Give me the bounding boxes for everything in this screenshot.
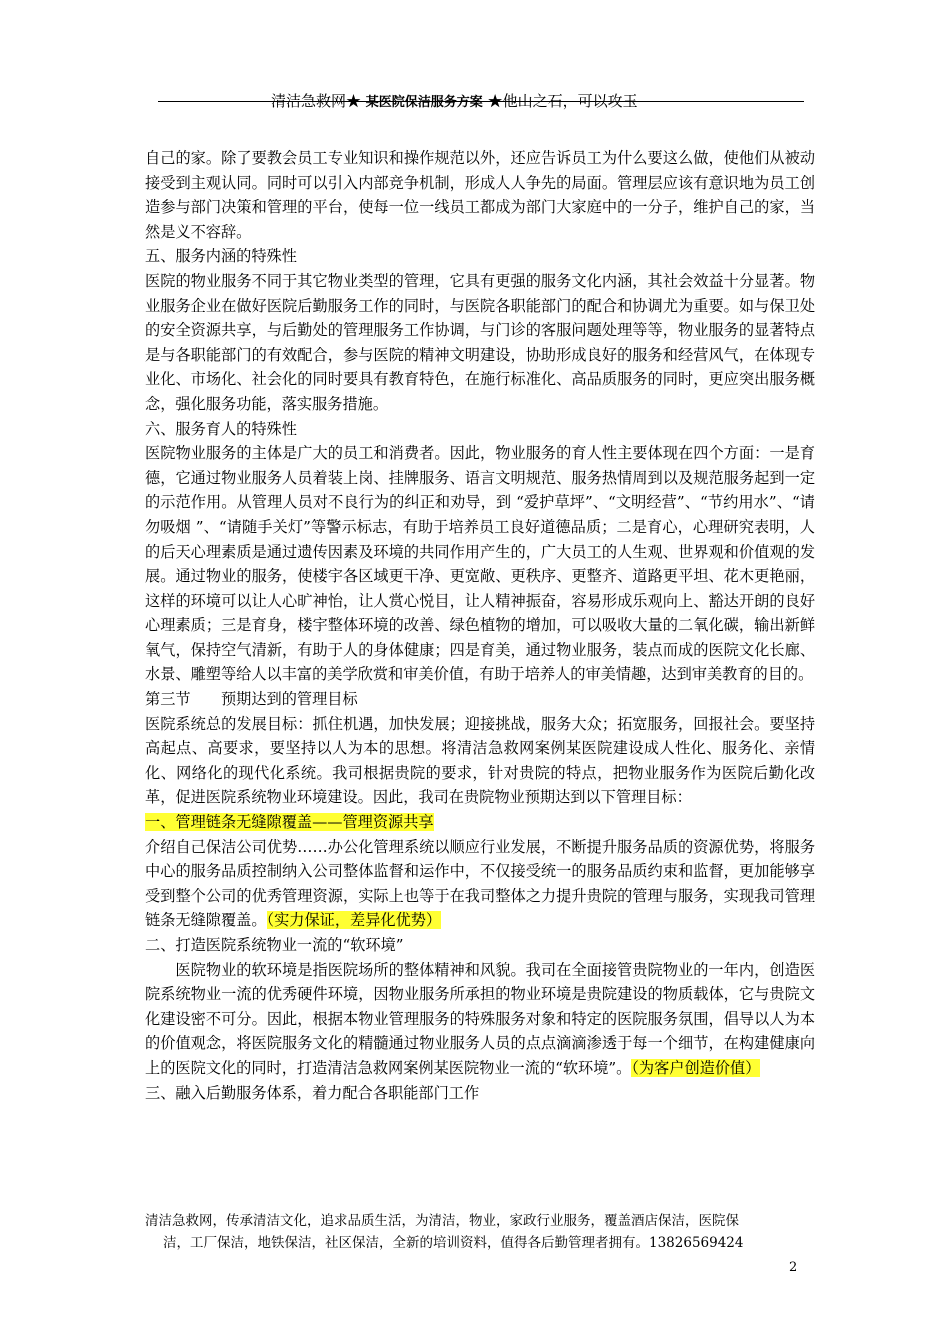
paragraph [145,835,815,933]
paragraph [145,958,815,1081]
header-text [271,90,638,114]
paragraph: 自己的家。除了要教会员工专业知识和操作规范以外，还应告诉员工为什么要这么做，使他们从被动接受到主观认同。同时可以引入内部竞争机制，形成人人争先的局面。管理层应该有意识地为员工创造参与部门决策和管理的平台，使每一位一线员工都成为部门大家庭中的一分子，维护自己的家，当然是义不容辞。 [145,149,815,241]
paragraph: 医院系统总的发展目标：抓住机遇，加快发展；迎接挑战，服务大众；拓宽服务，回报社会。要坚持高起点、高要求，要坚持以人为本的思想。将清洁急救网案例某医院建设成人性化、服务化、亲情化、网络化的现代化系统。我司根据贵院的要求，针对贵院的特点，把物业服务作为医院后勤化改革，促进医院系统物业环境建设。因此，我司在贵院物业预期达到以下管理目标： [145,714,815,807]
header-site: 清洁急救网★ [271,92,362,110]
footer-line-2: 洁，工厂保洁，地铁保洁，社区保洁，全新的培训资料，值得各后勤管理者拥有。13826569424 [163,1235,744,1251]
paragraph: 医院物业服务的主体是广大的员工和消费者。因此，物业服务的育人性主要体现在四个方面：一是育德，它通过物业服务人员着装上岗、挂牌服务、语言文明规范、服务热情周到以及规范服务起到一定的示范作用。从管理人员对不良行为的纠正和劝导，到 “爱护草坪”、“文明经营”、“节约用水”、“请勿吸烟 ”、“请随手关灯”等警示标志，有助于培养员工良好道德品质；二是育心，心理研究表明，人的后天心理素质是通过遗传因素及环境的共同作用产生的，广大员工的人生观、世界观和价值观的发展。通过物业的服务，使楼宇各区域更干净、更宽敞、更秩序、更整齐、道路更平坦、花木更艳丽，这样的环境可以让人心旷神怡，让人赏心悦目，让人精神振奋，容易形成乐观向上、豁达开朗的良好心理素质；三是育身，楼宇整体环境的改善、绿色植物的增加，可以吸收大量的二氧化碳，输出新鲜氧气，保持空气清新，有助于人的身体健康；四是育美，通过物业服务，装点而成的医院文化长廊、水景、雕塑等给人以丰富的美学欣赏和审美价值，有助于培养人的审美情趣，达到审美教育的目的。 [145,444,815,684]
goal-heading-2: 二、打造医院系统物业一流的“软环境” [145,936,404,954]
section-heading-6: 六、服务育人的特殊性 [145,419,297,438]
header-title: 某医院保洁服务方案 [365,95,483,110]
section-heading-5: 五、服务内涵的特殊性 [145,247,297,266]
page-header [158,90,804,116]
header-motto: ★他山之石，可以攻玉 [487,92,638,110]
footer-line-1: 清洁急救网，传承清洁文化，追求品质生活，为清洁，物业，家政行业服务，覆盖酒店保洁，医院保 [145,1213,739,1229]
goal-heading-3: 三、融入后勤服务体系，着力配合各职能部门工作 [145,1083,480,1102]
document-body [145,146,815,1105]
paragraph-text: 医院物业的软环境是指医院场所的整体精神和风貌。我司在全面接管贵院物业的一年内，创造医院系统物业一流的优秀硬件环境，因物业服务所承担的物业环境是贵院建设的物质载体，它与贵院文化建设密不可分。因此，根据本物业管理服务的特殊服务对象和特定的医院服务氛围，倡导以人为本的价值观念，将医院服务文化的精髓通过物业服务人员的点点滴滴渗透于每一个细节，在构建健康向上的医院文化的同时，打造清洁急救网案例某医院物业一流的“软环境”。 [145,960,815,1077]
paragraph-text: 介绍自己保洁公司优势……办公化管理系统以顺应行业发展，不断提升服务品质的资源优势，将服务中心的服务品质控制纳入公司整体监督和运作中，不仅接受统一的服务品质约束和监督，更加能够享受到整个公司的优秀管理资源，实际上也等于在我司整体之力提升贵院的管理与服务，实现我司管理链条无缝隙覆盖。 [145,837,815,930]
goal-heading-1 [145,810,815,835]
page-number: 2 [789,1260,798,1275]
goal-heading-1-text: 一、管理链条无缝隙覆盖——管理资源共享 [145,813,434,832]
highlight-note: （为客户创造价值） [631,1058,761,1077]
highlight-note: （实力保证，差异化优势） [266,911,442,930]
page-footer [145,1210,795,1254]
paragraph: 医院的物业服务不同于其它物业类型的管理，它具有更强的服务文化内涵，其社会效益十分显著。物业服务企业在做好医院后勤服务工作的同时，与医院各职能部门的配合和协调尤为重要。如与保卫处的安全资源共享，与后勤处的管理服务工作协调，与门诊的客服问题处理等等，物业服务的显著特点是与各职能部门的有效配合，参与医院的精神文明建设，协助形成良好的服务和经营风气，在体现专业化、市场化、社会化的同时要具有教育特色，在施行标准化、高品质服务的同时，更应突出服务概念，强化服务功能，落实服务措施。 [145,271,815,413]
section-3-title: 第三节 预期达到的管理目标 [145,690,358,709]
